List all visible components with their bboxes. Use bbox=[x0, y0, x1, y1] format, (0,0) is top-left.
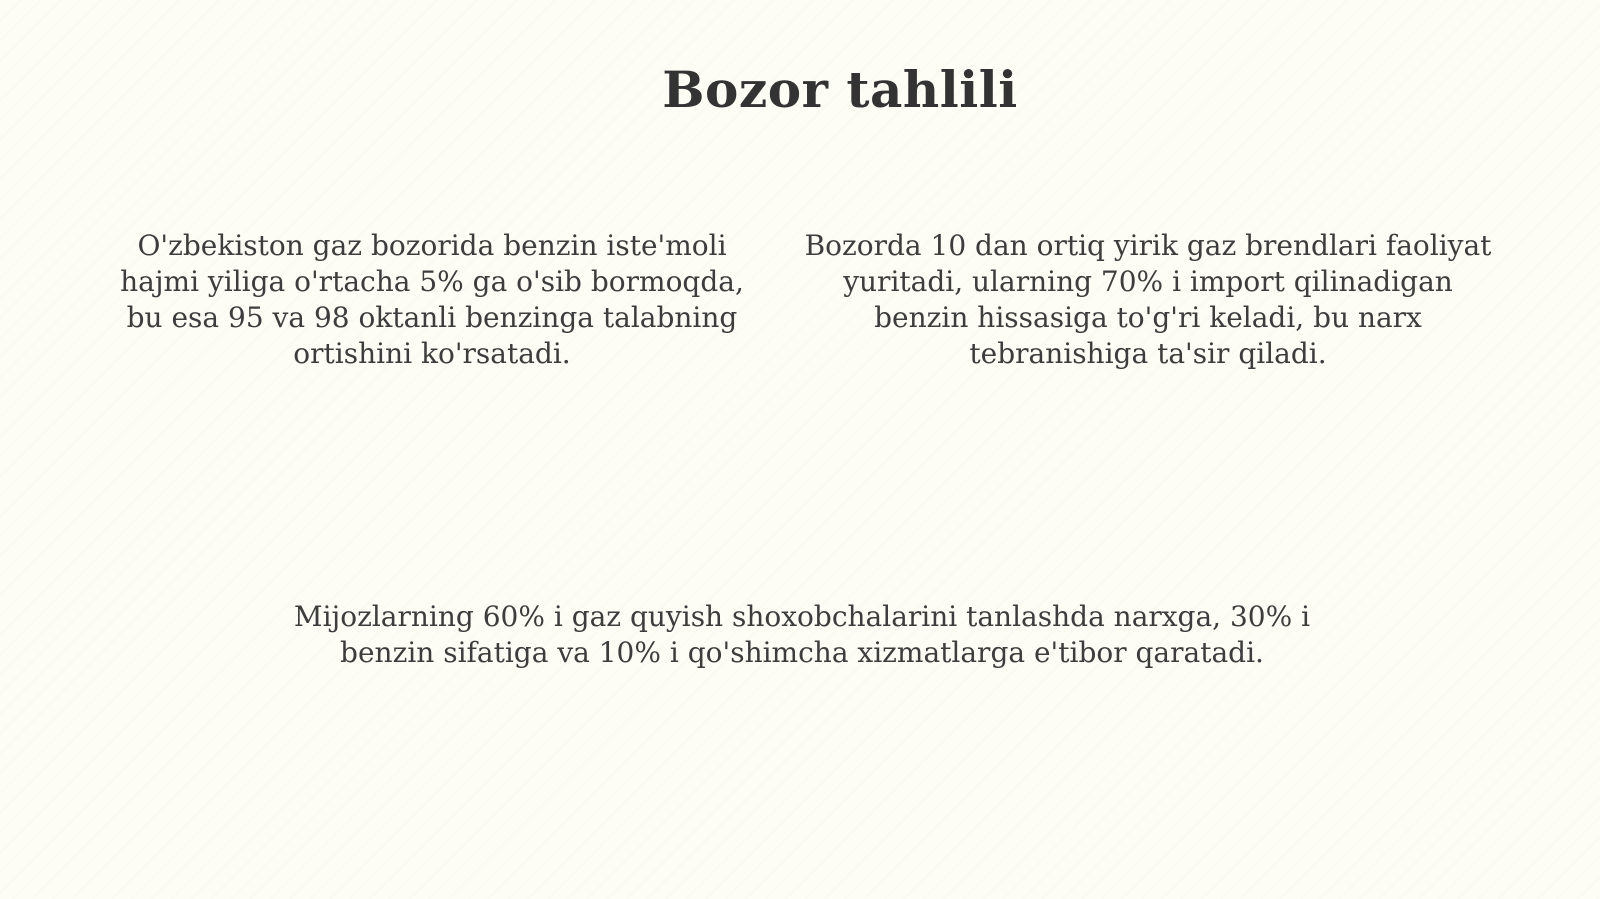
customer-preferences-text: Mijozlarning 60% i gaz quyish shoxobchalarini tanlashda narxga, 30% i benzin sifatiga va 10% i qo'shimcha xizmatlarga e'tibor qaratadi. bbox=[293, 600, 1311, 669]
brands-import-text: Bozorda 10 dan ortiq yirik gaz brendlari faoliyat yuritadi, ularning 70% i import qilinadigan benzin hissasiga to'g'ri keladi, bu narx tebranishiga ta'sir qiladi. bbox=[804, 229, 1492, 370]
slide-title: Bozor tahlili bbox=[662, 60, 1018, 119]
market-growth-text: O'zbekiston gaz bozorida benzin iste'moli hajmi yiliga o'rtacha 5% ga o'sib bormoqda, bu esa 95 va 98 oktanli benzinga talabning ortishini ko'rsatadi. bbox=[120, 229, 744, 370]
